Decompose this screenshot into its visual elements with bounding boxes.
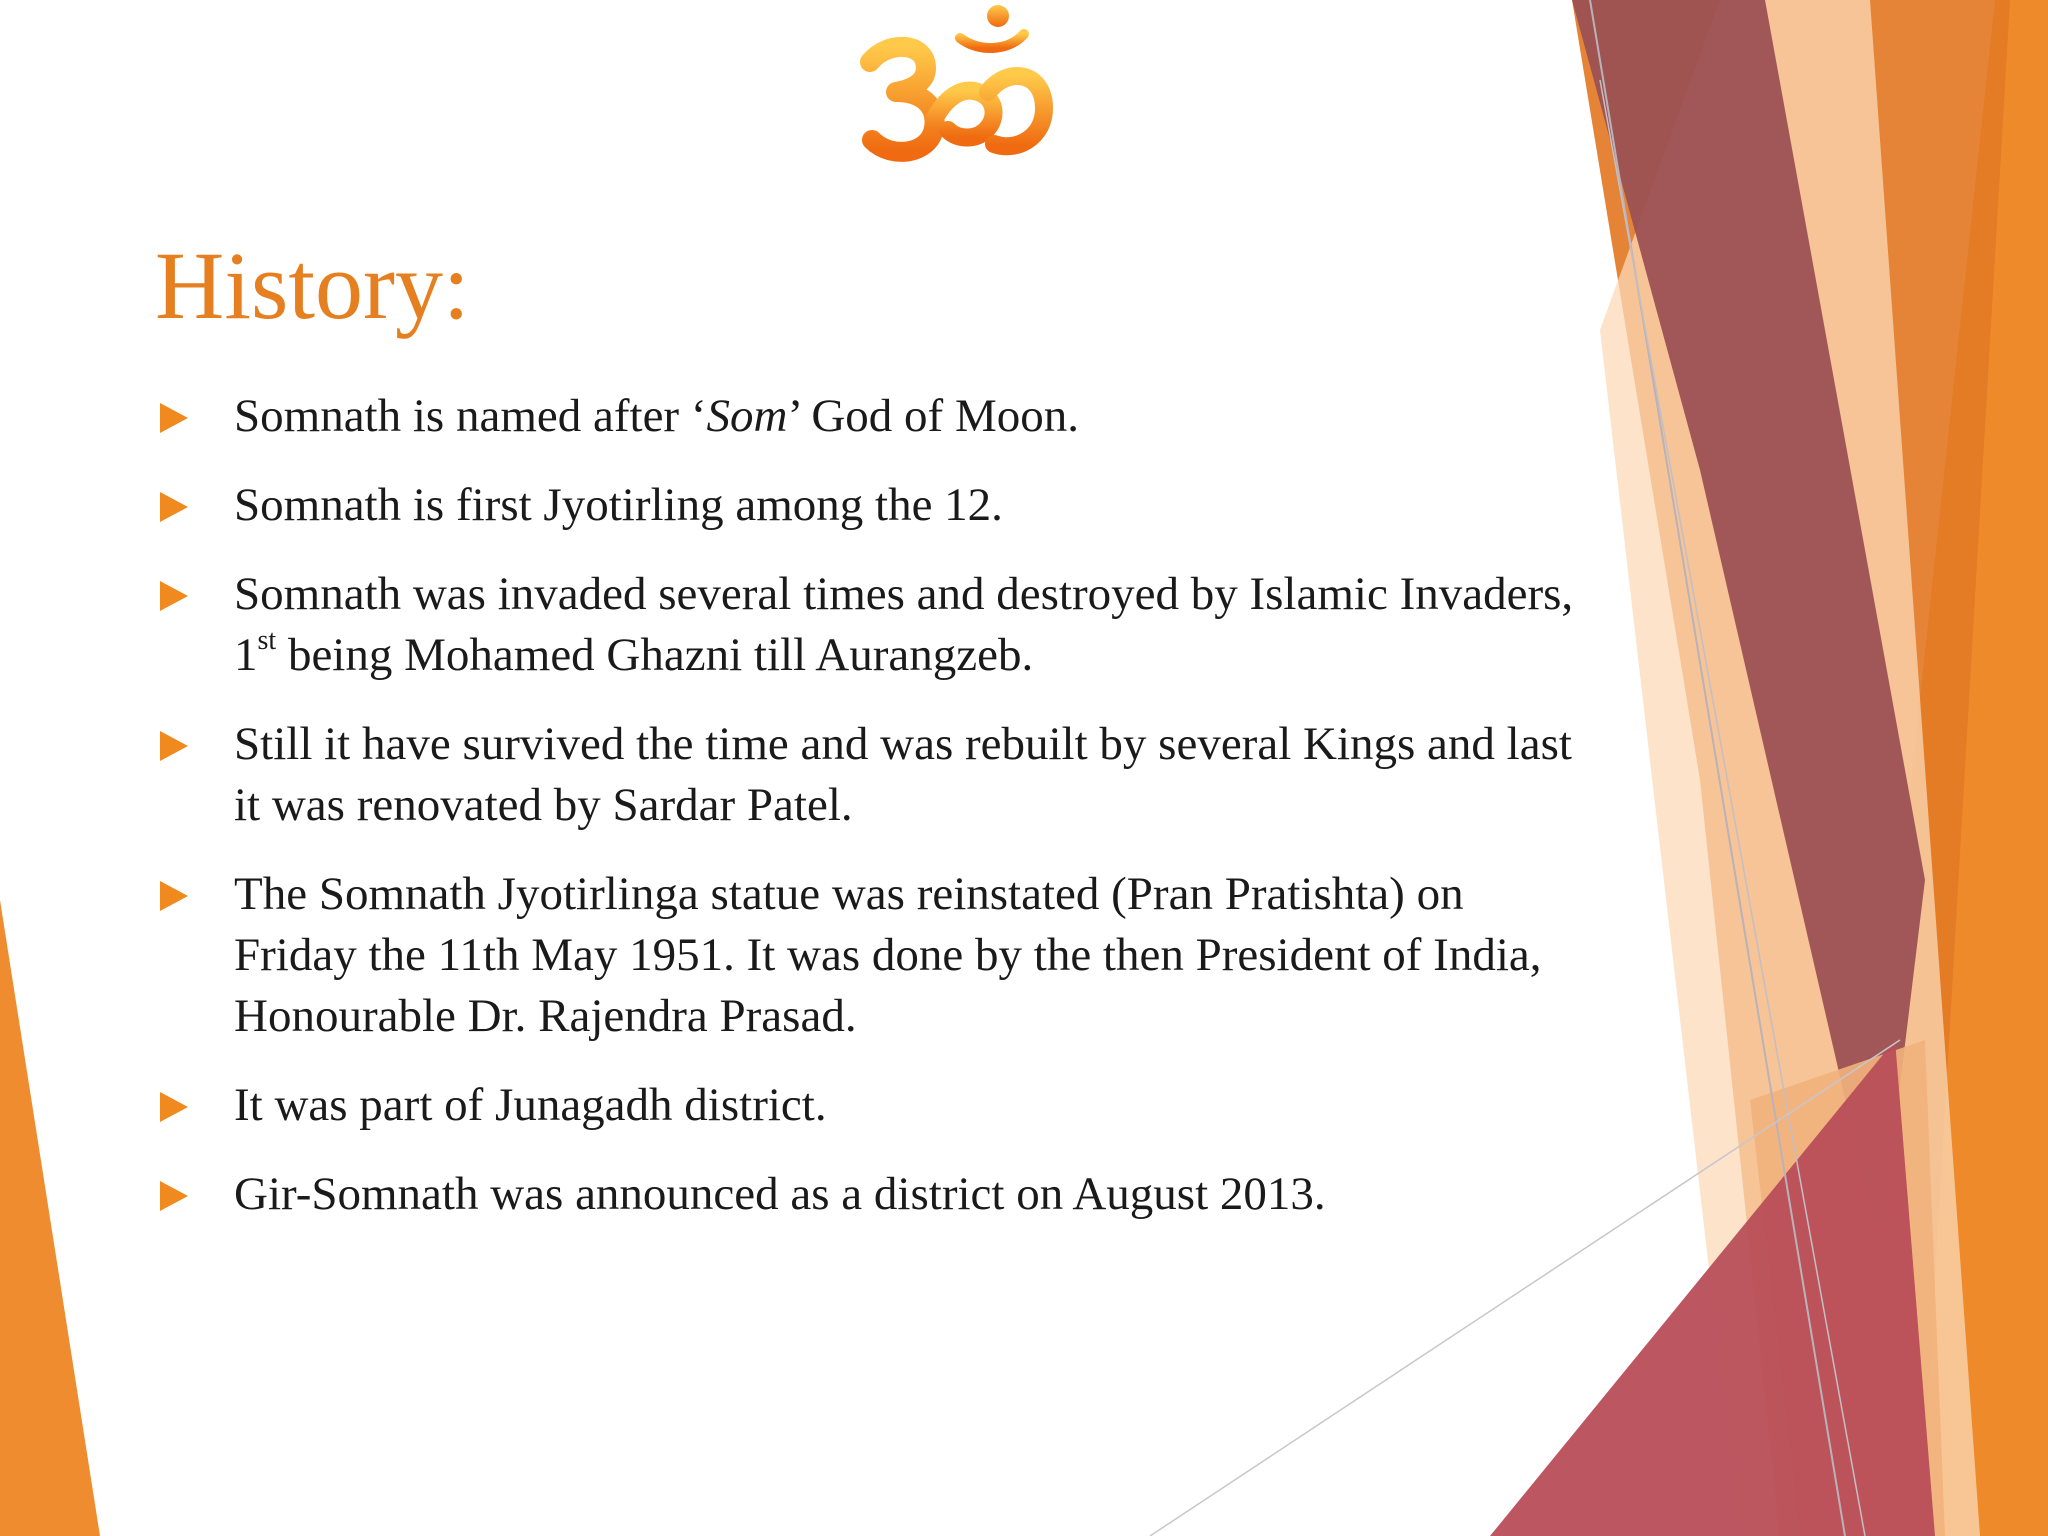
triangle-bullet-icon — [160, 403, 188, 433]
triangle-bullet-icon — [160, 881, 188, 911]
list-item — [160, 864, 1580, 1047]
triangle-bullet-icon — [160, 581, 188, 611]
list-item — [160, 714, 1580, 836]
bullet-text: Still it have survived the time and was rebuilt by several Kings and last it was renovated by Sardar Patel. — [234, 718, 1572, 831]
triangle-bullet-icon — [160, 1092, 188, 1122]
bullet-text-part: Somnath was invaded several times and destroyed by Islamic Invaders, 1 — [234, 568, 1574, 681]
bullet-text: Somnath is first Jyotirling among the 12. — [234, 479, 1003, 531]
om-symbol-icon — [848, 0, 1068, 180]
triangle-bullet-icon — [160, 731, 188, 761]
bullet-list — [160, 386, 1580, 1253]
bullet-superscript: st — [257, 625, 277, 657]
bullet-text: Gir-Somnath was announced as a district on August 2013. — [234, 1168, 1326, 1220]
list-item — [160, 564, 1580, 686]
triangle-bullet-icon — [160, 1181, 188, 1211]
bullet-text: It was part of Junagadh district. — [234, 1079, 827, 1131]
bullet-text: The Somnath Jyotirlinga statue was reinstated (Pran Pratishta) on Friday the 11th May 1951. It was done by the then President of India, Honourable Dr. Rajendra Prasad. — [234, 868, 1542, 1042]
list-item — [160, 1075, 1580, 1136]
bullet-text-italic: Som — [706, 390, 788, 442]
triangle-bullet-icon — [160, 492, 188, 522]
bullet-text-part: being Mohamed Ghazni till Aurangzeb. — [276, 629, 1034, 681]
bullet-text-part: Somnath is named after ‘ — [234, 390, 707, 442]
bullet-text-part: ’ God of Moon. — [787, 390, 1079, 442]
slide-title: History: — [155, 232, 470, 339]
list-item — [160, 386, 1580, 447]
left-orange-shape — [0, 900, 100, 1536]
list-item — [160, 1164, 1580, 1225]
list-item — [160, 475, 1580, 536]
